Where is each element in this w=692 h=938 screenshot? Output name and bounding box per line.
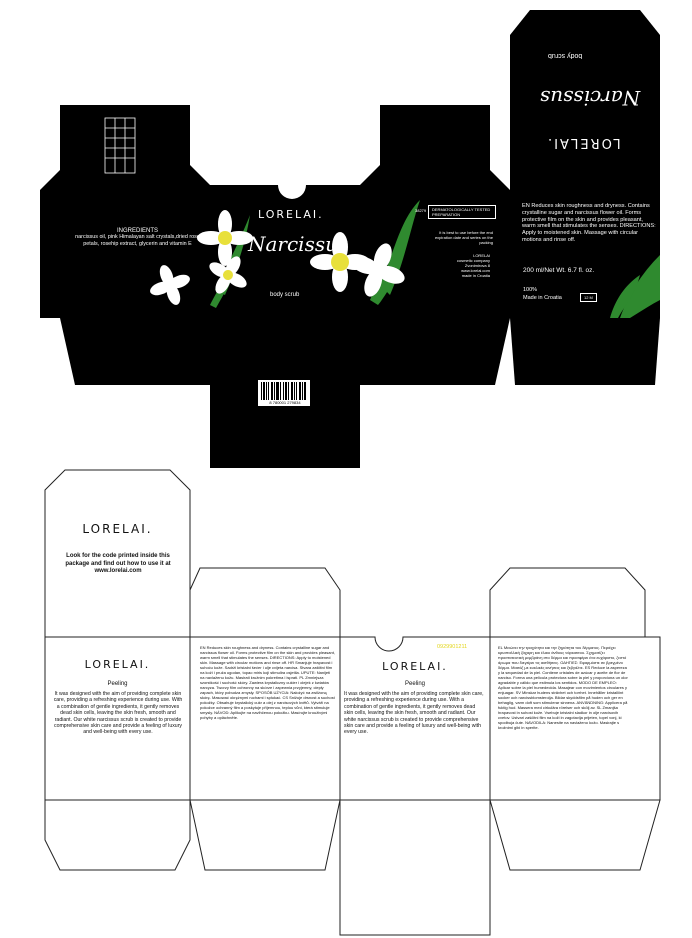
inner-lid-brand: LORELAI. (82, 522, 153, 536)
barcode-number: 8 780001 279834 (269, 400, 301, 405)
lot-code: 0929901211 (437, 644, 468, 650)
net-weight: 200 ml/Net Wt. 6.7 fl. oz. (523, 267, 595, 274)
ingredients-text: narcissus oil, pink Himalayan salt crystals,dried rose petals, rosehip extract, glycerin and vitamin E (75, 234, 200, 247)
derm-badge: DERMATOLOGICALLY TESTED PREPARATION (428, 205, 496, 219)
front-script-name: Narcissus (248, 232, 349, 256)
left-bottom-flap (60, 318, 210, 385)
ingredients-block (70, 228, 205, 247)
ingredients-title: INGREDIENTS (116, 228, 158, 234)
multi-lang-left: EN Reduces skin roughness and dryness. Contains crystalline sugar and narcissus flower oil. Forms protective film on the skin and provides pleasant, warm smell that stimulates the senses. DIRECTIONS: Apply to moistened skin. Massage with circular motions and rinse off. HR Smanjuje hrapavost i suhoću kože. Sadrži kristalni šećer i ulje cvijeta narcisa. Stvara zaštitni film na koži i pruža ugodan, topao miris koji stimulira osjetila. UPUTE: Nanijeti na navlaženu kožu. Masirati kružnim pokretima i isprati. PL Zmniejsza szorstkość i suchość skóry. Zawiera krystaliczny cukier i olejek z kwiatów narcyza. Tworzy film ochronny na skórze i zapewnia przyjemny, ciepły zapach, który pobudza zmysły. SPOSÓB UŻYCIA: Nałożyć na zwilżoną skórę. Masować okrężnymi ruchami i spłukać. CS Snižuje drsnost a suchost pokožky. Obsahuje krystalický cukr a olej z narcisových květů. Vytváří na pokožce ochranný film a poskytuje příjemnou, teplou vůni, která stimuluje smysly. NÁVOD: Aplikujte na navlhčenou pokožku. Masírujte krouživými pohyby a opláchněte. (200, 645, 335, 720)
company-line: Zvonimirova 8 (464, 263, 490, 268)
best-before-note: It is best to use before the end expiration date and series on the packing (434, 230, 493, 245)
front-product-name: body scrub (270, 292, 300, 298)
company-line: made in Croatia (461, 273, 490, 278)
inner-panel-brand: LORELAI. (84, 658, 151, 671)
company-line: www.lorelai.com (461, 268, 490, 273)
right-bottom-flap (360, 318, 510, 385)
back-product-name: body scrub (548, 52, 583, 59)
en-description: EN Reduces skin roughness and dryness. Contains crystalline sugar and narcissus flower oil. Forms protective film on the skin and provides pleasant, warm smell that stimulates the senses. DIRECTIONS: Apply to moistened skin. Massage with circular motions and rinse off. (522, 203, 656, 243)
code-notice: Look for the code printed inside this package and find out how to use it at www.lorelai.com (65, 553, 171, 574)
company-line: LORELAI (473, 253, 490, 258)
inner-front-peeling-title: Peeling (404, 681, 425, 687)
inner-front-peeling-text: It was designed with the aim of providing complete skin care, providing a refreshing experience during use. With a combination of gentle ingredients, it gently removes dead skin cells, leaving the skin fresh, smooth and radiant. Our white narcissus scrub is created to provide comprehensive skin care and provide a feeling of luxury and well-being with every use. (344, 691, 484, 736)
inner-peeling-text: It was designed with the aim of providing complete skin care, providing a refreshing experience during use. With a combination of gentle ingredients, it gently removes dead skin cells, leaving the skin fresh, smooth and radiant. Our white narcissus scrub is created to provide comprehensive skin care and provide a feeling of luxury and well-being with every use. (53, 691, 183, 736)
company-info (440, 253, 490, 278)
made-in-label: Made in Croatia (523, 295, 562, 301)
batch-number: 38279 (415, 208, 427, 213)
multi-lang-right: EL Μειώνει την τραχύτητα και την ξηρότητα του δέρματος. Περιέχει κρυσταλλική ζάχαρη και έλαιο άνθους νάρκισσου. Σχηματίζει προστατευτική μεμβράνη στο δέρμα και προσφέρει ένα ευχάριστο, ζεστό άρωμα που διεγείρει τις αισθήσεις. ΟΔΗΓΙΕΣ: Εφαρμόστε σε βρεγμένο δέρμα. Μασάζ με κυκλικές κινήσεις και ξεβγάλτε. ES Reduce la aspereza y la sequedad de la piel. Contiene cristales de azúcar y aceite de flor de narciso. Forma una película protectora sobre la piel y proporciona un olor agradable y cálido que estimula los sentidos. MODO DE EMPLEO: Aplicar sobre la piel humedecida. Masajear con movimientos circulares y enjuagar. SV Minskar hudens strävhet och torrhet. Innehåller kristalliint socker och narcissblomsterolja. Bildar skyddsfilm på huden och ger en behaglig, varm doft som stimulerar sinnena. ANVÄNDNING: Applicera på fuktig hud. Massera med cirkulära rörelser och skölj av. SL Zmanjša hrapavost in suhost kože. Vsebuje kristalni sladkor in olje narcisovih cvetov. Ustvari zaščitni film na koži in zagotavlja prijeten, topel vonj, ki spodbuja čute. NAVODILA: Nanesite na navlaženo kožo. Masirajte s krožnimi gibi in sperite. (498, 645, 628, 730)
back-script-name: Narcissus (540, 86, 641, 110)
pao-icon: 12 M (580, 293, 597, 302)
inner-front-brand: LORELAI. (382, 660, 448, 673)
front-brand-logo: LORELAI. (258, 208, 324, 221)
inner-peeling-title: Peeling (107, 681, 128, 687)
back-brand-logo: LORELAI. (546, 135, 621, 150)
back-bottom-flap (510, 318, 660, 385)
percent-label: 100% (523, 287, 538, 293)
company-line: cosmetic company (456, 258, 490, 263)
